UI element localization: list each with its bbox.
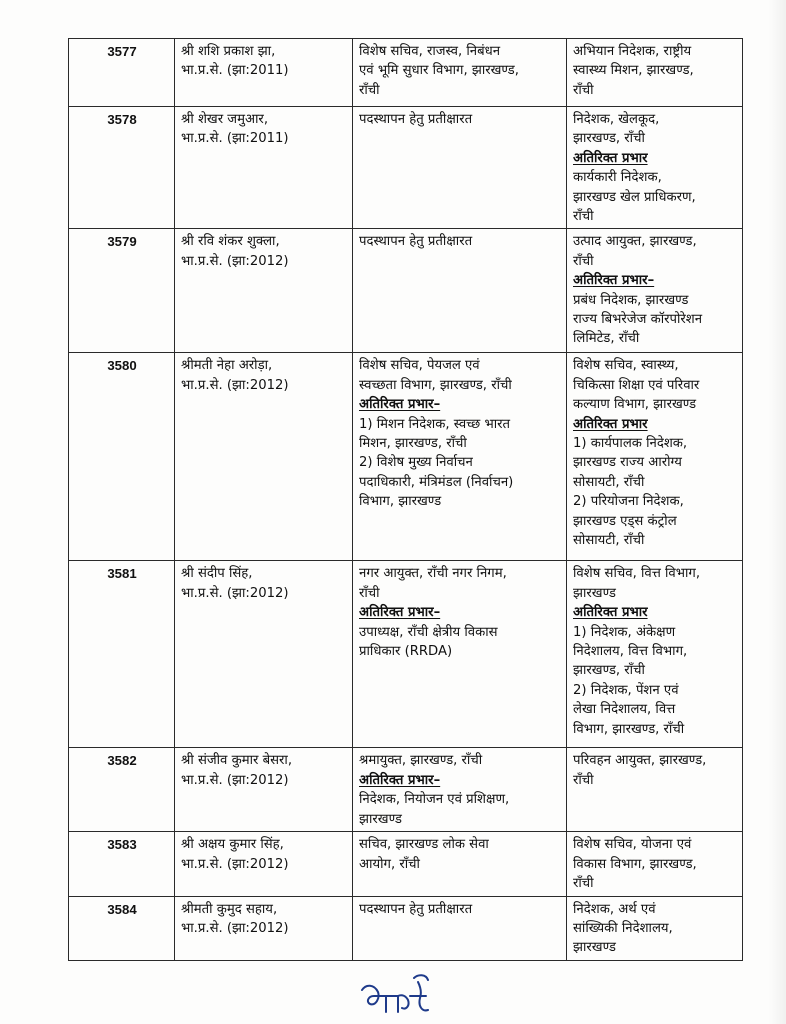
order-number-cell: 3580 [69, 353, 175, 561]
name-line: श्री संजीव कुमार बेसरा, [181, 753, 293, 769]
current-line: प्राधिकार (RRDA) [359, 644, 453, 660]
additional-charge-heading: अतिरिक्त प्रभार– [359, 605, 441, 621]
order-number-cell: 3579 [69, 229, 175, 353]
posted-line: निदेशालय, वित्त विभाग, [573, 644, 688, 660]
posted-line: 2) परियोजना निदेशक, [573, 494, 684, 510]
table-row [69, 353, 743, 561]
posted-line: झारखण्ड एड्स कंट्रोल [573, 513, 677, 529]
posted-cell [567, 561, 743, 748]
posted-line: निदेशक, खेलकूद, [573, 112, 660, 127]
posted-line: झारखण्ड [573, 585, 616, 601]
posted-line: राज्य बिभरेजेज कॉरपोरेशन [573, 312, 703, 328]
name-line: भा.प्र.से. (झा:2012) [181, 921, 289, 937]
name-line: श्री शशि प्रकाश झा, [181, 44, 276, 59]
current-cell [353, 561, 567, 748]
name-cell [175, 229, 353, 353]
current-line: राँची [359, 82, 380, 98]
posted-line: झारखण्ड, राँची [573, 663, 645, 679]
posted-cell [567, 107, 743, 229]
posted-line: 2) निदेशक, पेंशन एवं [573, 682, 679, 698]
posted-cell [567, 896, 743, 960]
current-cell [353, 107, 567, 229]
posted-line: लिमिटेड, राँची [573, 331, 640, 347]
posted-cell [567, 353, 743, 561]
current-line: 2) विशेष मुख्य निर्वाचन [359, 455, 473, 471]
name-line: भा.प्र.से. (झा:2011) [181, 131, 289, 147]
posted-line: राँची [573, 209, 594, 225]
posted-line: राँची [573, 876, 594, 892]
postings-table-body [69, 39, 743, 961]
posted-line: सोसायटी, राँची [573, 533, 645, 549]
posted-line: राँची [573, 772, 594, 788]
current-line: निदेशक, नियोजन एवं प्रशिक्षण, [359, 792, 510, 808]
current-line: विशेष सचिव, राजस्व, निबंधन [359, 44, 501, 59]
name-line: भा.प्र.से. (झा:2012) [181, 253, 289, 269]
posted-line: सांख्यिकी निदेशालय, [573, 921, 673, 937]
current-line: स्वच्छता विभाग, झारखण्ड, राँची [359, 377, 512, 393]
table-row [69, 832, 743, 896]
table-row [69, 107, 743, 229]
additional-charge-heading: अतिरिक्त प्रभार [573, 416, 648, 432]
table-row [69, 748, 743, 832]
name-line: श्रीमती कुमुद सहाय, [181, 901, 278, 917]
table-row [69, 39, 743, 107]
name-cell [175, 561, 353, 748]
posted-cell [567, 229, 743, 353]
posted-line: विकास विभाग, झारखण्ड, [573, 856, 697, 872]
current-line: उपाध्यक्ष, राँची क्षेत्रीय विकास [359, 624, 498, 640]
posted-line: विशेष सचिव, स्वास्थ्य, [573, 358, 679, 374]
current-line: पदस्थापन हेतु प्रतीक्षारत [359, 901, 473, 917]
current-cell [353, 39, 567, 107]
table-row [69, 229, 743, 353]
current-line: पदस्थापन हेतु प्रतीक्षारत [359, 112, 473, 127]
order-number-cell: 3581 [69, 561, 175, 748]
name-line: भा.प्र.से. (झा:2011) [181, 63, 289, 79]
name-line: भा.प्र.से. (झा:2012) [181, 856, 289, 872]
current-line: एवं भूमि सुधार विभाग, झारखण्ड, [359, 63, 519, 79]
posted-line: कल्याण विभाग, झारखण्ड [573, 397, 697, 413]
posted-cell [567, 39, 743, 107]
name-cell [175, 107, 353, 229]
posted-cell [567, 748, 743, 832]
posted-line: झारखण्ड, राँची [573, 131, 645, 147]
current-cell [353, 748, 567, 832]
order-number-cell: 3577 [69, 39, 175, 107]
signature-mark [356, 968, 436, 1018]
current-line: नगर आयुक्त, राँची नगर निगम, [359, 566, 507, 582]
page-edge-shadow [768, 0, 786, 1024]
current-line: राँची [359, 585, 380, 601]
current-line: श्रमायुक्त, झारखण्ड, राँची [359, 753, 483, 769]
current-line: 1) मिशन निदेशक, स्वच्छ भारत [359, 416, 511, 432]
current-cell [353, 896, 567, 960]
posted-line: विशेष सचिव, वित्त विभाग, [573, 566, 701, 582]
name-line: भा.प्र.से. (झा:2012) [181, 772, 289, 788]
name-cell [175, 748, 353, 832]
posted-line: राँची [573, 253, 594, 269]
posted-line: विभाग, झारखण्ड, राँची [573, 721, 685, 737]
current-line: मिशन, झारखण्ड, राँची [359, 436, 467, 452]
posted-line: निदेशक, अर्थ एवं [573, 901, 656, 917]
current-line: पदाधिकारी, मंत्रिमंडल (निर्वाचन) [359, 474, 514, 490]
posted-line: अभियान निदेशक, राष्ट्रीय [573, 44, 692, 59]
additional-charge-heading: अतिरिक्त प्रभार– [359, 772, 441, 788]
posted-line: प्रबंध निदेशक, झारखण्ड [573, 292, 689, 308]
current-cell [353, 832, 567, 896]
posted-cell [567, 832, 743, 896]
current-line: झारखण्ड [359, 811, 402, 827]
name-cell [175, 832, 353, 896]
current-line: सचिव, झारखण्ड लोक सेवा [359, 837, 489, 853]
current-cell [353, 353, 567, 561]
posted-line: विशेष सचिव, योजना एवं [573, 837, 692, 853]
posted-line: 1) निदेशक, अंकेक्षण [573, 624, 676, 640]
additional-charge-heading: अतिरिक्त प्रभार [573, 605, 648, 621]
name-line: श्री संदीप सिंह, [181, 566, 253, 582]
additional-charge-heading: अतिरिक्त प्रभार [573, 150, 648, 166]
posted-line: सोसायटी, राँची [573, 474, 645, 490]
order-number-cell: 3583 [69, 832, 175, 896]
current-line: विभाग, झारखण्ड [359, 494, 442, 510]
posted-line: 1) कार्यपालक निदेशक, [573, 436, 688, 452]
name-cell [175, 896, 353, 960]
posted-line: झारखण्ड [573, 940, 616, 956]
name-line: भा.प्र.से. (झा:2012) [181, 377, 289, 393]
order-number-cell: 3578 [69, 107, 175, 229]
table-row [69, 561, 743, 748]
additional-charge-heading: अतिरिक्त प्रभार– [573, 273, 655, 289]
posted-line: चिकित्सा शिक्षा एवं परिवार [573, 377, 700, 393]
postings-table [68, 38, 743, 961]
current-line: आयोग, राँची [359, 856, 420, 872]
posted-line: राँची [573, 82, 594, 98]
order-number-cell: 3582 [69, 748, 175, 832]
name-cell [175, 353, 353, 561]
current-cell [353, 229, 567, 353]
posted-line: परिवहन आयुक्त, झारखण्ड, [573, 753, 707, 769]
name-line: श्रीमती नेहा अरोड़ा, [181, 358, 273, 374]
current-line: विशेष सचिव, पेयजल एवं [359, 358, 480, 374]
name-line: भा.प्र.से. (झा:2012) [181, 585, 289, 601]
posted-line: झारखण्ड राज्य आरोग्य [573, 455, 682, 471]
additional-charge-heading: अतिरिक्त प्रभार– [359, 397, 441, 413]
posted-line: लेखा निदेशालय, वित्त [573, 702, 676, 718]
name-line: श्री शेखर जमुआर, [181, 112, 269, 127]
name-line: श्री अक्षय कुमार सिंह, [181, 837, 284, 853]
posted-line: उत्पाद आयुक्त, झारखण्ड, [573, 234, 697, 250]
name-cell [175, 39, 353, 107]
order-number-cell: 3584 [69, 896, 175, 960]
current-line: पदस्थापन हेतु प्रतीक्षारत [359, 234, 473, 250]
table-row [69, 896, 743, 960]
posted-line: झारखण्ड खेल प्राधिकरण, [573, 189, 696, 205]
posted-line: स्वास्थ्य मिशन, झारखण्ड, [573, 63, 694, 79]
posted-line: कार्यकारी निदेशक, [573, 170, 662, 186]
name-line: श्री रवि शंकर शुक्ला, [181, 234, 280, 250]
